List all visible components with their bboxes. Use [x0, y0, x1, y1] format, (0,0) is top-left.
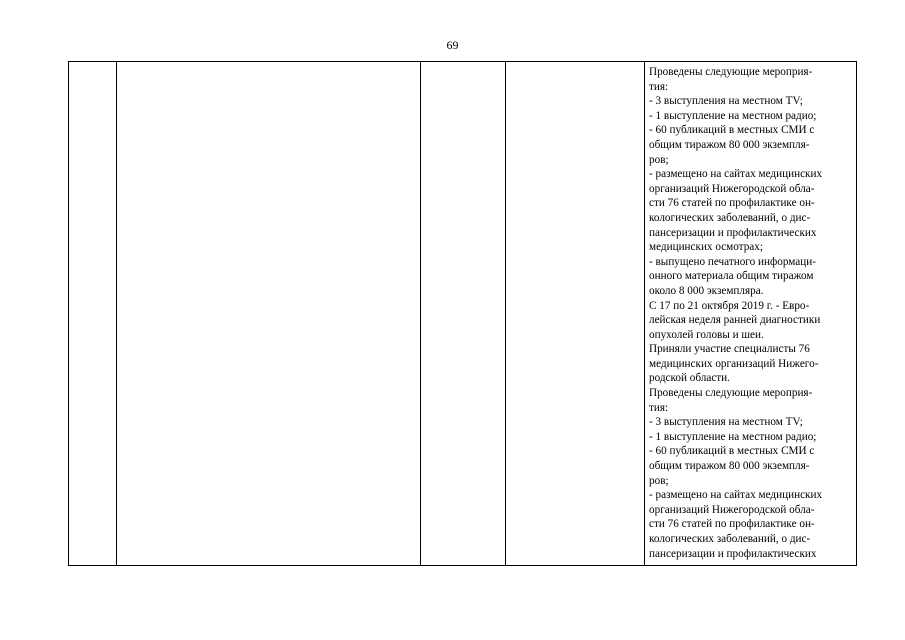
page-number: 69 [446, 38, 459, 52]
results-text-line: сти 76 статей по профилактике он- [649, 518, 815, 531]
table-row [69, 62, 857, 566]
results-text-line: медицинских осмотрах; [649, 241, 763, 254]
results-text-line: - 60 публикаций в местных СМИ с [649, 124, 815, 137]
table-cell-results [645, 62, 857, 566]
results-text-line: тия: [649, 80, 669, 93]
table-cell-activity [117, 62, 421, 566]
results-text-line: общим тиражом 80 000 экземпля- [649, 460, 810, 473]
results-text-line: пансеризации и профилактических [649, 547, 817, 560]
results-text-line: - 1 выступление на местном радио; [649, 430, 817, 443]
results-text-line: родской области. [649, 372, 730, 385]
results-text-line: - 1 выступление на местном радио; [649, 109, 817, 122]
table-cell-number [69, 62, 117, 566]
results-text-line: около 8 000 экземпляра. [649, 284, 764, 297]
table-cell-deadline [421, 62, 506, 566]
results-text-line: - размещено на сайтах медицинских [649, 489, 823, 502]
table-cell-responsible [506, 62, 645, 566]
results-text-line: онного материала общим тиражом [649, 270, 814, 283]
results-text-line: ров; [649, 153, 669, 166]
results-text-line: кологических заболеваний, о дис- [649, 533, 811, 545]
results-text-line: общим тиражом 80 000 экземпля- [649, 138, 810, 151]
results-text-line: - 60 публикаций в местных СМИ с [649, 445, 815, 458]
results-text-line: опухолей головы и шеи. [649, 328, 764, 341]
results-text-line: организаций Нижегородской обла- [649, 182, 815, 195]
results-text-line: - 3 выступления на местном TV; [649, 416, 803, 429]
results-text-line: ров; [649, 474, 669, 487]
results-text-line: пансеризации и профилактических [649, 226, 817, 239]
results-text-line: организаций Нижегородской обла- [649, 503, 815, 516]
results-text-line: тия: [649, 401, 669, 414]
results-text-line: Приняли участие специалисты 76 [649, 343, 810, 356]
results-text-line: сти 76 статей по профилактике он- [649, 197, 815, 210]
results-text-line: - 3 выступления на местном TV; [649, 95, 803, 108]
results-text-line: медицинских организаций Нижего- [649, 357, 819, 370]
document-table [68, 61, 857, 566]
results-text-line: кологических заболеваний, о дис- [649, 211, 811, 224]
results-text-line: - размещено на сайтах медицинских [649, 168, 823, 181]
results-text-line: С 17 по 21 октября 2019 г. - Евро- [649, 299, 810, 312]
results-text-line: - выпущено печатного информаци- [649, 255, 816, 268]
results-text-line: лейская неделя ранней диагностики [649, 314, 821, 327]
results-text [645, 62, 856, 561]
results-text-line: Проведены следующие мероприя- [649, 387, 813, 400]
results-text-line: Проведены следующие мероприя- [649, 66, 813, 78]
